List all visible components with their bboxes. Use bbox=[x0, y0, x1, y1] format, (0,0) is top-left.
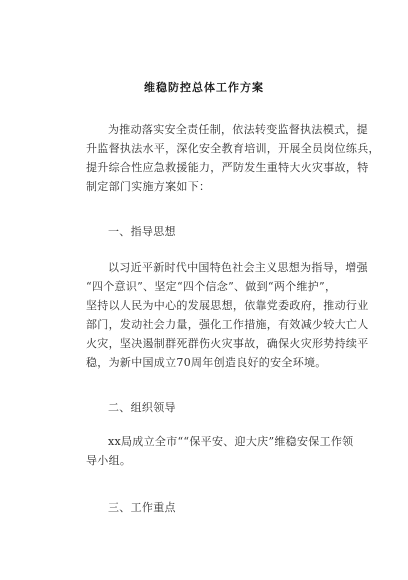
paragraph-line: “四个意识”、坚定“四个信念”、做到“两个维护”， bbox=[86, 280, 337, 293]
section-heading-work-focus: 三、工作重点 bbox=[108, 501, 176, 514]
paragraph-line: 部门，发动社会力量，强化工作措施，有效减少较大亡人 bbox=[86, 318, 369, 331]
paragraph-line: 以习近平新时代中国特色社会主义思想为指导，增强 bbox=[108, 261, 368, 274]
paragraph-line: 火灾，坚决遏制群死群伤火灾事故，确保火灾形势持续平 bbox=[86, 337, 369, 350]
section-heading-organization: 二、组织领导 bbox=[108, 401, 176, 414]
document-title: 维稳防控总体工作方案 bbox=[144, 81, 264, 94]
intro-line: 为推动落实安全责任制，依法转变监督执法模式，提 bbox=[108, 123, 368, 136]
paragraph-line: 稳，为新中国成立70周年创造良好的安全环境。 bbox=[86, 356, 327, 369]
intro-paragraph bbox=[86, 120, 380, 196]
paragraph-line: xx局成立全市““保平安、迎大庆”维稳安保工作领 bbox=[108, 435, 354, 448]
intro-line: 制定部门实施方案如下： bbox=[86, 180, 211, 193]
intro-line: 提升综合性应急救援能力，严防发生重特大火灾事故，特 bbox=[86, 161, 369, 174]
organization-paragraph bbox=[86, 432, 354, 470]
section-heading-guiding-ideology: 一、指导思想 bbox=[108, 225, 176, 238]
paragraph-line: 导小组。 bbox=[86, 454, 132, 467]
paragraph-line: 坚持以人民为中心的发展思想，依靠党委政府，推动行业 bbox=[86, 299, 369, 312]
guiding-ideology-paragraph bbox=[86, 258, 369, 372]
intro-line: 升监督执法水平，深化安全教育培训，开展全员岗位练兵， bbox=[86, 142, 380, 155]
